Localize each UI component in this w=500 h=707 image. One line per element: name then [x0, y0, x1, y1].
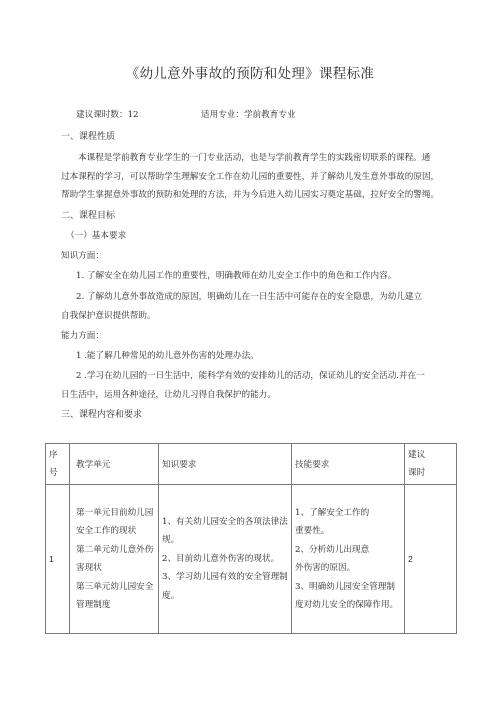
- section-heading-content: 三、课程内容和要求: [61, 410, 143, 420]
- knowledge-label: 知识方面：: [61, 251, 104, 261]
- paragraph-line: 过本课程的学习，可以帮助学生理解安全工作在幼儿园的重要性，并了解幼儿发生意外事故的原因，: [61, 171, 440, 182]
- knowledge-line: 3、学习幼儿园有效的安全管理制: [162, 572, 288, 583]
- section-heading-goals: 二、课程目标: [61, 211, 116, 221]
- ability-item: 日生活中，运用各种途径，让幼儿习得自我保护的能力。: [61, 390, 276, 400]
- paragraph-line: 本课程是学前教育专业学生的一门专业活动，也是与学前教育学生的实践密切联系的课程。通: [78, 153, 431, 163]
- knowledge-line: 2、目前幼儿意外伤害的现状。: [162, 553, 280, 564]
- header-hours: [405, 444, 457, 485]
- row-hours: 2: [405, 485, 457, 634]
- header-hours-line: 建议: [408, 450, 426, 460]
- unit-line: 害现状: [76, 563, 102, 573]
- course-content-table: [45, 443, 457, 634]
- applicable-major: 适用专业：学前教育专业: [201, 110, 296, 120]
- unit-line: 安全工作的现状: [76, 526, 137, 536]
- ability-item: 1 .能了解几种常见的幼儿意外伤害的处理办法。: [76, 351, 259, 361]
- header-number: [46, 444, 70, 485]
- table-header-row: [46, 444, 457, 485]
- header-skill: 技能要求: [292, 444, 405, 485]
- skill-line: 重要性。: [295, 526, 330, 536]
- header-number-line: 序: [49, 450, 58, 460]
- ability-item: 2 .学习在幼儿园的一日生活中，能科学有效的安排幼儿的活动，保证幼儿的安全活动.并在一: [76, 371, 425, 381]
- skill-line: 度对幼儿安全的保障作用。: [295, 600, 399, 610]
- knowledge-line: 1、有关幼儿园安全的各项法律法: [162, 516, 288, 527]
- knowledge-item: 1. 了解安全在幼儿园工作的重要性，明确教师在幼儿安全工作中的角色和工作内容。: [76, 271, 397, 281]
- unit-line: 管理制度: [76, 600, 111, 610]
- unit-line: 第三单元幼儿园安全: [76, 581, 154, 592]
- suggested-hours: 建议课时数：12: [76, 110, 139, 120]
- row-knowledge: [159, 485, 292, 634]
- paragraph-line: 帮助学生掌握意外事故的预防和处理的方法，并为今后进入幼儿园实习奠定基础，拉好安全的警绳。: [61, 190, 440, 200]
- knowledge-item: 自我保护意识提供帮助。: [61, 311, 156, 321]
- knowledge-item: 2. 了解幼儿意外事故造成的原因，明确幼儿在一日生活中可能存在的安全隐患，为幼儿建立: [76, 292, 423, 302]
- header-number-line: 号: [49, 468, 58, 478]
- skill-line: 外伤害的原因。: [295, 563, 356, 573]
- ability-label: 能力方面：: [61, 331, 104, 341]
- skill-line: 3、明确幼儿园安全管理制: [295, 581, 395, 592]
- unit-line: 第二单元幼儿意外伤: [76, 544, 154, 555]
- section-heading-nature: 一、课程性质: [61, 132, 116, 142]
- row-skill: [292, 485, 405, 634]
- page-title: 《幼儿意外事故的预防和处理》课程标准: [125, 66, 375, 82]
- row-number: 1: [46, 485, 70, 634]
- sub-heading-basic: （一）基本要求: [66, 231, 127, 241]
- skill-line: 2、分析幼儿出现意: [295, 544, 370, 555]
- section-nature-paragraph: [61, 149, 443, 205]
- unit-line: 第一单元目前幼儿园: [76, 507, 154, 518]
- header-unit: 教学单元: [70, 444, 159, 485]
- knowledge-line: 规。: [162, 535, 180, 546]
- knowledge-line: 度。: [162, 590, 180, 601]
- skill-line: 1、了解安全工作的: [295, 507, 370, 518]
- header-knowledge: 知识要求: [159, 444, 292, 485]
- row-unit: [70, 485, 159, 634]
- header-hours-line: 课时: [408, 468, 426, 478]
- table-row: [46, 485, 457, 634]
